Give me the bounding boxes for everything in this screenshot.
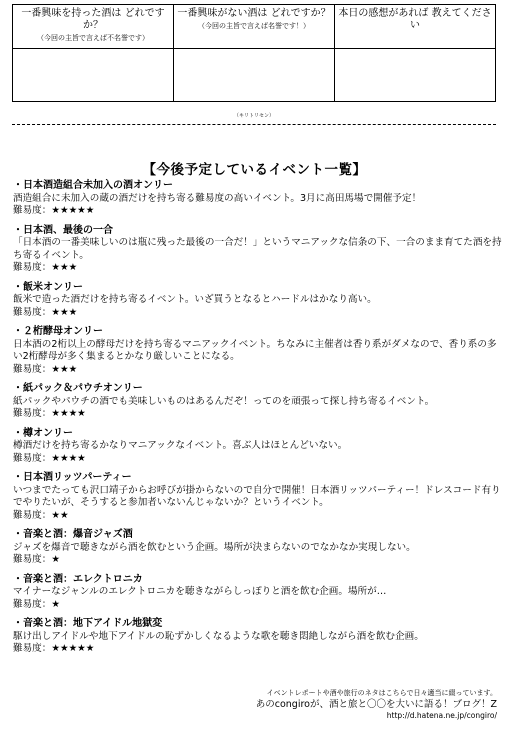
survey-header bbox=[335, 5, 495, 49]
event-description: 「日本酒の一番美味しいのは瓶に残った最後の一合だ！」というマニアックな信条の下、一合のまま育てた酒を持ち寄るイベント。 bbox=[13, 237, 502, 261]
event-item bbox=[13, 326, 503, 376]
cut-line bbox=[12, 124, 496, 125]
event-title: ・音楽と酒：爆音ジャズ酒 bbox=[13, 529, 133, 540]
event-description: 紙パックやパウチの酒でも美味しいものはあるんだぞ！ってのを頑張って探し持ち寄るイベント。 bbox=[13, 395, 435, 407]
event-title: ・紙パック＆パウチオンリー bbox=[13, 383, 143, 394]
survey-note: （今回の主旨で言えば不名誉です） bbox=[37, 34, 149, 42]
survey-column-comments bbox=[335, 5, 495, 101]
event-difficulty: 難易度：★ bbox=[13, 598, 60, 610]
survey-column-most-interest bbox=[13, 5, 174, 101]
event-difficulty: 難易度：★★★★ bbox=[13, 452, 86, 464]
survey-table bbox=[12, 4, 496, 102]
event-description: 駆け出しアイドルや地下アイドルの恥ずかしくなるような歌を聴き悶絶しながら酒を飲む企画。 bbox=[13, 630, 424, 642]
event-description: ジャズを爆音で聴きながら酒を飲むという企画。場所が決まらないのでなかなか実現しない。 bbox=[13, 541, 416, 553]
event-difficulty: 難易度：★★★ bbox=[13, 306, 78, 318]
event-title: ・２桁酵母オンリー bbox=[13, 326, 103, 337]
survey-column-least-interest bbox=[174, 5, 335, 101]
answer-box[interactable] bbox=[174, 49, 334, 101]
event-description: 飯米で造った酒だけを持ち寄るイベント。いざ買うとなるとハードルはかなり高い。 bbox=[13, 294, 377, 305]
section-title: 【今後予定しているイベント一覧】 bbox=[142, 162, 367, 178]
answer-box[interactable] bbox=[335, 49, 495, 101]
event-item bbox=[13, 282, 503, 320]
event-title: ・樽オンリー bbox=[13, 427, 73, 439]
event-item bbox=[13, 383, 503, 421]
survey-header bbox=[13, 5, 173, 49]
event-item bbox=[13, 225, 503, 275]
event-title: ・日本酒リッツパーティー bbox=[13, 472, 132, 483]
blog-url[interactable]: http://d.hatena.ne.jp/congiro/ bbox=[386, 711, 497, 720]
answer-box[interactable] bbox=[13, 49, 173, 101]
event-title: ・日本酒造組合未加入の酒オンリー bbox=[13, 180, 173, 191]
event-title: ・飯米オンリー bbox=[13, 281, 83, 293]
event-description: 樽酒だけを持ち寄るかなりマニアックなイベント。喜ぶ人はほとんどいない。 bbox=[13, 440, 348, 451]
event-difficulty: 難易度：★★★★ bbox=[13, 408, 86, 419]
event-title: ・音楽と酒：エレクトロニカ bbox=[13, 573, 143, 585]
survey-question: 本日の感想があれば 教えてください bbox=[338, 8, 492, 31]
event-difficulty: 難易度：★★★★★ bbox=[13, 643, 95, 654]
event-description: いつまでたっても沢口靖子からお呼びが掛からないので自分で開催！日本酒リッツパーティー！ドレスコード有りでやりたいが、そうすると参加者いないんじゃないか？というイベント。 bbox=[13, 484, 501, 508]
survey-question: 一番興味がない酒は どれですか？ bbox=[177, 8, 331, 19]
event-difficulty: 難易度：★★★ bbox=[13, 262, 78, 273]
event-difficulty: 難易度：★★★★★ bbox=[13, 205, 95, 216]
survey-question: 一番興味を持った酒は どれですか？ bbox=[21, 8, 165, 31]
event-item bbox=[13, 529, 503, 567]
survey-note: （今回の主旨で言えば名誉です！） bbox=[198, 22, 310, 30]
event-difficulty: 難易度：★★★ bbox=[13, 363, 78, 375]
event-difficulty: 難易度：★ bbox=[13, 554, 60, 565]
event-list bbox=[13, 180, 503, 663]
footer-note: イベントレポートや酒や旅行のネタはこちらで日々適当に綴っています。 bbox=[266, 689, 497, 697]
event-item bbox=[13, 428, 503, 466]
event-title: ・音楽と酒：地下アイドル地獄変 bbox=[13, 618, 163, 629]
event-title: ・日本酒、最後の一合 bbox=[13, 224, 113, 236]
event-item bbox=[13, 574, 503, 612]
footer bbox=[256, 688, 497, 721]
event-item bbox=[13, 180, 503, 218]
event-description: 日本酒の2桁以上の酵母だけを持ち寄るマニアックイベント。ちなみに主催者は香り系がダメなので、香り系の多い2桁酵母が多く集まるとかなり厳しいことになる。 bbox=[13, 338, 497, 362]
event-item bbox=[13, 472, 503, 522]
event-item bbox=[13, 618, 503, 656]
survey-header bbox=[174, 5, 334, 49]
event-description: マイナーなジャンルのエレクトロニカを聴きながらしっぽりと酒を飲む企画。場所が… bbox=[13, 586, 387, 597]
cut-label: （キリトリセン） bbox=[234, 113, 274, 119]
event-description: 酒造組合に未加入の蔵の酒だけを持ち寄る難易度の高いイベント。3月に高田馬場で開催予定！ bbox=[13, 192, 422, 204]
event-difficulty: 難易度：★★ bbox=[13, 509, 69, 521]
blog-name: あのcongiroが、酒と旅と〇〇を大いに語る！ブログ！Z bbox=[255, 699, 497, 710]
